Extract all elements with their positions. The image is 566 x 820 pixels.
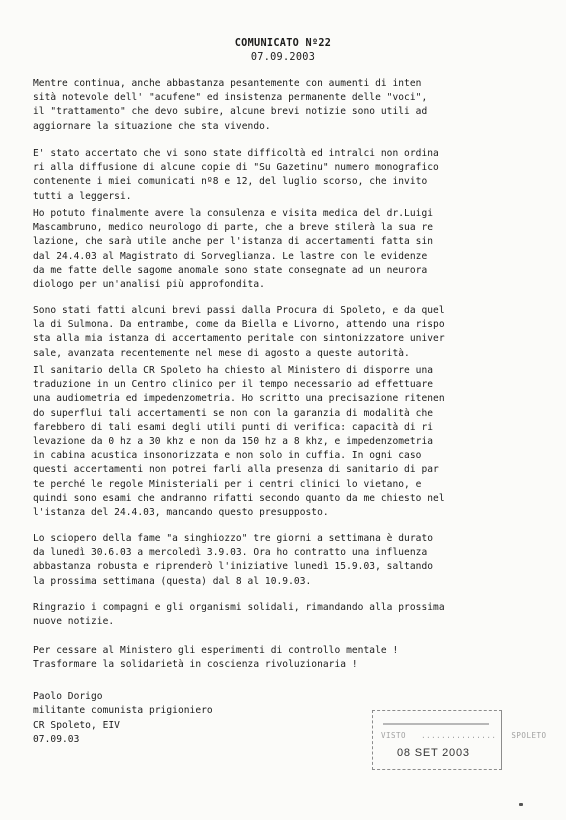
text-line: in cabina acustica insonorizzata e non solo in cuffia. In ogni caso [33, 450, 422, 462]
text-line: dal 24.4.03 al Magistrato di Sorveglianza. Le lastre con le evidenze [33, 250, 428, 262]
text-line: da lunedì 30.6.03 a mercoledì 3.9.03. Ora ho contratto una influenza [33, 547, 428, 559]
text-line: levazione da 0 hz a 30 khz e non da 150 hz a 8 khz, e impedenzometria [33, 436, 434, 448]
stamp-date: 08 SET 2003 [397, 747, 470, 759]
signature-name: Paolo Dorigo [33, 691, 103, 702]
text-line: lazione, che sarà utile anche per l'istanza di accertamenti fatta sin [33, 236, 434, 248]
stamp-header-text: VISTO ............... SPOLETO [381, 731, 547, 740]
text-line: sità notevole dell' "acufene" ed insistenza permanente delle "voci", [33, 92, 428, 104]
text-line: quindi sono esami che andranno rifatti secondo quanto da me chiesto nel [33, 492, 445, 504]
text-line: abbastanza robusta e riprenderò l'iniziative lunedì 15.9.03, saltando [33, 561, 434, 573]
received-stamp [372, 710, 547, 770]
text-line: ri alla diffusione di alcune copie di "Su Gazetinu" numero monografico [33, 162, 439, 174]
text-line: tutti a leggersi. [33, 190, 132, 202]
text-line: traduzione in un Centro clinico per il tempo necessario ad effettuare [33, 379, 434, 391]
text-line: Trasformare la solidarietà in coscienza rivoluzionaria ! [33, 659, 358, 671]
paragraph-8 [33, 644, 553, 672]
communique-date: 07.09.2003 [250, 52, 316, 63]
signature-block [33, 690, 213, 748]
text-line: diologo per un'analisi più approfondita. [33, 279, 265, 291]
text-line: una audiometria ed impedenzometria. Ho scritto una precisazione ritenen [33, 393, 445, 405]
paragraph-3 [33, 207, 553, 292]
text-line: do superflui tali accertamenti se non con la garanzia di modalità che [33, 407, 434, 419]
text-line: sta alla mia istanza di accertamento peritale con sintonizzatore univer [33, 333, 445, 345]
text-line: la prossima settimana (questa) dal 8 al 10.9.03. [33, 575, 312, 587]
text-line: te perché le regole Ministeriali per i centri clinici lo vietano, e [33, 478, 422, 490]
text-line: Ringrazio i compagni e gli organismi solidali, rimandando alla prossima [33, 602, 445, 613]
text-line: Per cessare al Ministero gli esperimenti di controllo mentale ! [33, 645, 399, 656]
text-line: Mascambruno, medico neurologo di parte, che a breve stilerà la sua re [33, 222, 434, 234]
text-line: da me fatte delle sagome anomale sono state consegnate ad un neurora [33, 264, 428, 276]
stamp-rule [383, 723, 489, 725]
ink-speck [519, 803, 523, 806]
text-line: farebbero di tali esami degli utili punti di verifica: capacità di ri [33, 421, 434, 433]
text-line: sale, avanzata recentemente nel mese di agosto a queste autorità. [33, 347, 410, 359]
text-line: Lo sciopero della fame "a singhiozzo" tre giorni a settimana è durato [33, 533, 434, 544]
text-line: Il sanitario della CR Spoleto ha chiesto al Ministero di disporre una [33, 365, 434, 376]
text-line: nuove notizie. [33, 616, 115, 628]
text-line: il "trattamento" che devo subire, alcune brevi notizie sono utili ad [33, 106, 428, 118]
text-line: aggiornare la situazione che sta vivendo. [33, 120, 271, 132]
paragraph-2 [33, 147, 553, 204]
text-line: Sono stati fatti alcuni brevi passi dalla Procura di Spoleto, e da quel [33, 305, 445, 316]
text-line: l'istanza del 24.4.03, mancando questo presupposto. [33, 507, 329, 519]
text-line: Ho potuto finalmente avere la consulenza e visita medica del dr.Luigi [33, 208, 434, 219]
communique-title: COMUNICATO Nº22 [234, 38, 332, 49]
text-line: la di Sulmona. Da entrambe, come da Biella e Livorno, attendo una rispo [33, 319, 445, 331]
paragraph-4 [33, 304, 553, 361]
signature-date: 07.09.03 [33, 734, 80, 746]
text-line: contenente i miei comunicati nº8 e 12, del luglio scorso, che invito [33, 176, 428, 188]
signature-location: CR Spoleto, EIV [33, 719, 120, 731]
text-line: questi accertamenti non potrei farli alla presenza di sanitario di par [33, 464, 439, 476]
signature-role: militante comunista prigioniero [33, 705, 213, 717]
paragraph-5 [33, 364, 553, 520]
text-line: Mentre continua, anche abbastanza pesantemente con aumenti di inten [33, 78, 422, 89]
paragraph-6 [33, 532, 553, 589]
paragraph-7 [33, 601, 553, 629]
paragraph-1 [33, 77, 553, 134]
text-line: E' stato accertato che vi sono state difficoltà ed intralci non ordina [33, 148, 439, 159]
